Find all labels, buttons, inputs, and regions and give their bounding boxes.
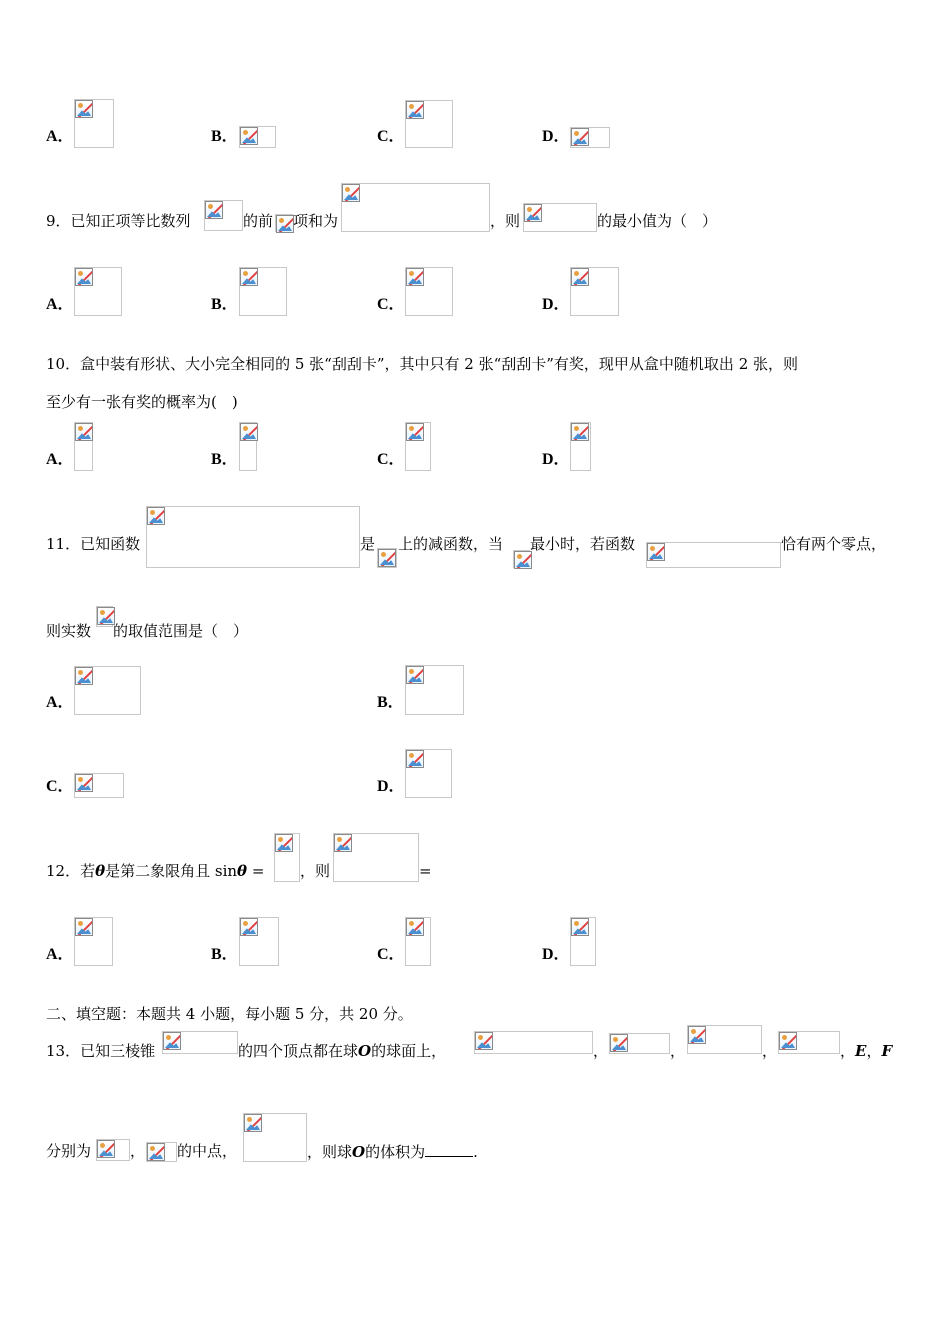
broken-image-icon bbox=[514, 551, 532, 569]
q13-text-2-group bbox=[238, 1042, 446, 1060]
q11-formula-domain bbox=[377, 548, 397, 568]
q13-text-6-group bbox=[307, 1142, 478, 1161]
broken-image-icon bbox=[406, 268, 424, 286]
q13-formula-condition-2 bbox=[609, 1033, 670, 1054]
broken-image-icon bbox=[75, 774, 93, 792]
broken-image-icon bbox=[205, 201, 223, 219]
broken-image-icon bbox=[571, 268, 589, 286]
q9-text-4: ，则 bbox=[490, 212, 521, 230]
q11-text-1: 11．已知函数 bbox=[46, 535, 141, 553]
q10-option-a-label: A． bbox=[46, 451, 74, 468]
q13-answer-blank[interactable] bbox=[425, 1142, 473, 1157]
broken-image-icon bbox=[688, 1026, 706, 1044]
q13-point-e: E bbox=[855, 1042, 867, 1060]
q10-option-b-image bbox=[239, 422, 257, 471]
q12-option-a-image bbox=[74, 917, 113, 966]
broken-image-icon bbox=[147, 507, 165, 525]
q10-line-1: 10．盒中装有形状、大小完全相同的 5 张“刮刮卡”，其中只有 2 张“刮刮卡”有奖，现甲从盒中随机取出 2 张，则 bbox=[46, 355, 799, 373]
q12-option-a-label: A． bbox=[46, 946, 74, 963]
q9-formula-sequence bbox=[204, 200, 243, 231]
q9-text-5: 的最小值为（ ） bbox=[597, 212, 718, 230]
broken-image-icon bbox=[240, 127, 258, 145]
q13-text-8: . bbox=[473, 1143, 478, 1161]
broken-image-icon bbox=[334, 834, 352, 852]
q9-option-d-label: D． bbox=[542, 296, 570, 313]
broken-image-icon bbox=[406, 101, 424, 119]
q12-option-b-label: B． bbox=[211, 946, 238, 963]
q12-theta-2: θ bbox=[237, 862, 248, 880]
broken-image-icon bbox=[610, 1034, 628, 1052]
broken-image-icon bbox=[75, 100, 93, 118]
q11-text-2: 是 bbox=[360, 535, 376, 553]
broken-image-icon bbox=[75, 423, 93, 441]
q13-comma-2: ， bbox=[670, 1042, 686, 1060]
q13-formula-pyramid bbox=[162, 1031, 238, 1054]
q10-option-a-image bbox=[74, 422, 93, 471]
q9-formula-n bbox=[275, 214, 293, 232]
broken-image-icon bbox=[779, 1032, 797, 1050]
q8-option-d-image bbox=[570, 127, 610, 148]
broken-image-icon bbox=[240, 423, 258, 441]
q12-formula-value bbox=[274, 833, 300, 882]
broken-image-icon bbox=[97, 1140, 115, 1158]
q13-text-2: 的四个顶点都在球 bbox=[238, 1042, 359, 1060]
q13-points-group bbox=[840, 1042, 892, 1060]
q13-formula-segment-1 bbox=[96, 1139, 130, 1161]
q13-comma-1: ， bbox=[593, 1042, 609, 1060]
q12-option-b-image bbox=[239, 917, 279, 966]
q13-comma-6: ， bbox=[130, 1142, 146, 1160]
q12-option-d-image bbox=[570, 917, 596, 966]
q11-formula-var bbox=[513, 550, 530, 568]
q11-option-a-label: A． bbox=[46, 694, 74, 711]
broken-image-icon bbox=[647, 543, 665, 561]
q8-option-a-image bbox=[74, 99, 114, 148]
q12-option-c-image bbox=[405, 917, 431, 966]
q12-theta: θ bbox=[95, 862, 106, 880]
q9-option-a-image bbox=[74, 267, 122, 316]
q9-option-b-image bbox=[239, 267, 287, 316]
q10-option-d-image bbox=[570, 422, 591, 471]
q11-text-6: 则实数 bbox=[46, 622, 92, 640]
q13-text-3: 的球面上， bbox=[371, 1042, 447, 1060]
broken-image-icon bbox=[75, 918, 93, 936]
q13-formula-condition-3 bbox=[687, 1025, 762, 1054]
q13-text-4: 分别为 bbox=[46, 1142, 92, 1160]
q10-option-d-label: D． bbox=[542, 451, 570, 468]
q10-option-c-image bbox=[405, 422, 431, 471]
broken-image-icon bbox=[475, 1032, 493, 1050]
q9-option-a-label: A． bbox=[46, 296, 74, 313]
q12-text-4: ，则 bbox=[300, 862, 331, 880]
q12-text-1: 12．若 bbox=[46, 862, 96, 880]
q13-text-1: 13．已知三棱锥 bbox=[46, 1042, 156, 1060]
q11-option-a-image bbox=[74, 666, 141, 715]
q11-option-c-image bbox=[74, 773, 124, 798]
q13-formula-condition-4 bbox=[778, 1031, 840, 1054]
q11-option-b-label: B． bbox=[377, 694, 404, 711]
q11-option-d-label: D． bbox=[377, 778, 405, 795]
q9-text-1: 9．已知正项等比数列 bbox=[46, 212, 191, 230]
broken-image-icon bbox=[524, 204, 542, 222]
q13-text-7: 的体积为 bbox=[365, 1143, 426, 1161]
q13-formula-segment-2 bbox=[146, 1142, 177, 1162]
q12-text-3: = bbox=[247, 862, 265, 880]
q13-sphere-o: O bbox=[358, 1042, 372, 1060]
q13-comma-3: ， bbox=[762, 1042, 778, 1060]
q13-text-6: ，则球 bbox=[307, 1143, 353, 1161]
q13-sphere-o-2: O bbox=[352, 1143, 366, 1161]
q11-formula-function bbox=[646, 542, 781, 568]
q11-option-d-image bbox=[405, 749, 452, 798]
q9-text-3: 项和为 bbox=[293, 212, 339, 230]
q11-text-3: 上的减函数，当 bbox=[398, 535, 504, 553]
q9-option-c-image bbox=[405, 267, 453, 316]
broken-image-icon bbox=[342, 184, 360, 202]
q13-formula-condition-1 bbox=[474, 1031, 593, 1054]
q8-option-d-label: D． bbox=[542, 128, 570, 145]
q10-option-c-label: C． bbox=[377, 451, 405, 468]
q11-text-7: 的取值范围是（ ） bbox=[113, 622, 249, 640]
q8-option-b-image bbox=[239, 126, 276, 148]
q13-comma-4: ， bbox=[840, 1042, 856, 1060]
broken-image-icon bbox=[147, 1143, 165, 1161]
q11-formula-piecewise bbox=[146, 506, 360, 568]
q13-formula-condition-5 bbox=[243, 1113, 307, 1162]
q8-option-c-label: C． bbox=[377, 128, 405, 145]
broken-image-icon bbox=[406, 423, 424, 441]
q8-option-c-image bbox=[405, 100, 453, 148]
q13-text-5: 的中点， bbox=[177, 1142, 238, 1160]
broken-image-icon bbox=[571, 918, 589, 936]
broken-image-icon bbox=[406, 750, 424, 768]
broken-image-icon bbox=[275, 834, 293, 852]
q12-text-2: 是第二象限角且 sin bbox=[105, 862, 238, 880]
broken-image-icon bbox=[571, 128, 589, 146]
q11-text-4: 最小时，若函数 bbox=[530, 535, 636, 553]
broken-image-icon bbox=[163, 1032, 181, 1050]
broken-image-icon bbox=[240, 918, 258, 936]
broken-image-icon bbox=[240, 268, 258, 286]
broken-image-icon bbox=[378, 549, 396, 567]
q9-formula-expression bbox=[523, 203, 597, 232]
broken-image-icon bbox=[276, 215, 294, 233]
section-2-title: 二、填空题：本题共 4 小题，每小题 5 分，共 20 分。 bbox=[46, 1005, 413, 1023]
q10-option-b-label: B． bbox=[211, 451, 238, 468]
broken-image-icon bbox=[244, 1114, 262, 1132]
q13-point-f: F bbox=[881, 1042, 893, 1060]
broken-image-icon bbox=[406, 666, 424, 684]
q9-text-2: 的前 bbox=[243, 212, 274, 230]
q9-option-b-label: B． bbox=[211, 296, 238, 313]
q9-formula-sum bbox=[341, 183, 490, 232]
broken-image-icon bbox=[75, 268, 93, 286]
q11-option-c-label: C． bbox=[46, 778, 74, 795]
q9-option-d-image bbox=[570, 267, 619, 316]
broken-image-icon bbox=[75, 667, 93, 685]
broken-image-icon bbox=[406, 918, 424, 936]
q12-text-5: = bbox=[419, 862, 432, 880]
q13-comma-5: ， bbox=[866, 1042, 882, 1060]
q12-option-d-label: D． bbox=[542, 946, 570, 963]
q10-line-2: 至少有一张有奖的概率为( ) bbox=[46, 393, 238, 411]
q11-text-5: 恰有两个零点， bbox=[781, 535, 887, 553]
q11-formula-param bbox=[96, 606, 113, 627]
q12-option-c-label: C． bbox=[377, 946, 405, 963]
q12-formula-expression bbox=[333, 833, 419, 882]
q11-option-b-image bbox=[405, 665, 464, 715]
broken-image-icon bbox=[571, 423, 589, 441]
q9-option-c-label: C． bbox=[377, 296, 405, 313]
q8-option-b-label: B． bbox=[211, 128, 238, 145]
q8-option-a-label: A． bbox=[46, 128, 74, 145]
q12-question bbox=[46, 862, 264, 880]
